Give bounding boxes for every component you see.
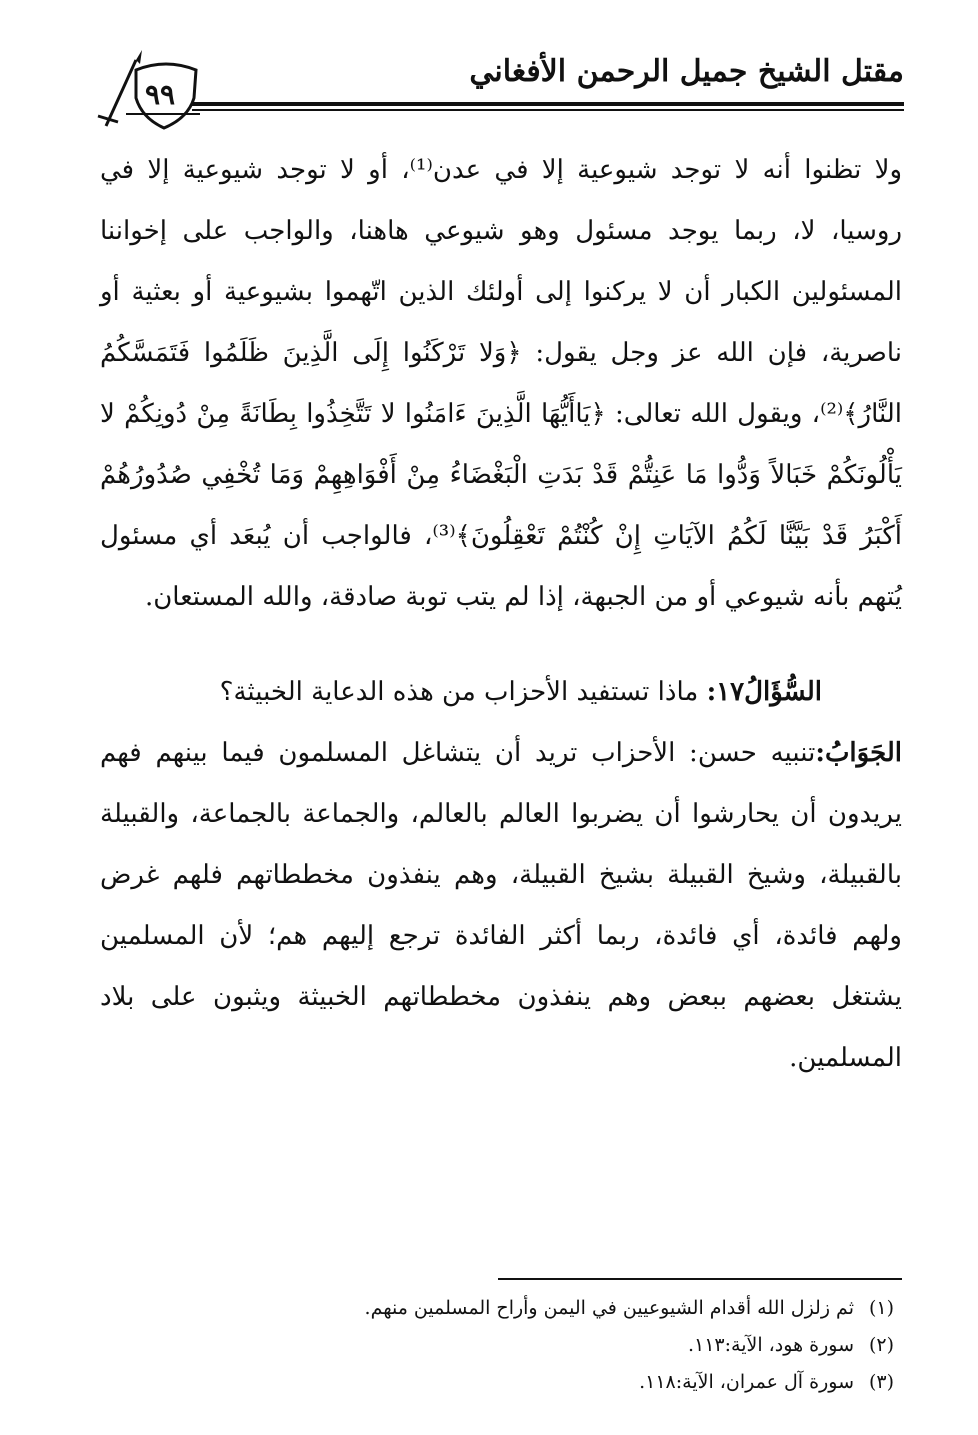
answer-label: الجَوَابُ: bbox=[815, 738, 903, 768]
question-text: ماذا تستفيد الأحزاب من هذه الدعاية الخبيثة؟ bbox=[219, 677, 707, 707]
footnote-item: (٢)سورة هود، الآية:١١٣. bbox=[687, 1334, 894, 1356]
page-header bbox=[96, 48, 904, 128]
answer-text: تنبيه حسن: الأحزاب تريد أن يتشاغل المسلمون فيما بينهم فهم يريدون أن يحارشوا أن يضربوا العالم بالعالم، والجماعة بالجماعة، والقبيلة بالقبيلة، وشيخ القبيلة بشيخ القبيلة، وهم ينفذون مخططاتهم فلهم غرض ولهم فائدة، أي فائدة، ربما أكثر الفائدة ترجع إليهم هم؛ لأن المسلمين يشتغل بعضهم ببعض وهم ينفذون مخططاتهم الخبيثة ويثبون على بلاد المسلمين. bbox=[100, 738, 902, 1073]
question-label: السُّؤَالُ١٧: bbox=[706, 677, 822, 707]
running-title: مقتل الشيخ جميل الرحمن الأفغاني bbox=[469, 54, 904, 89]
footnote-item: (١)ثم زلزل الله أقدام الشيوعيين في اليمن وأراح المسلمين منهم. bbox=[364, 1297, 894, 1319]
question-paragraph bbox=[100, 662, 902, 723]
body-paragraph: ولا تظنوا أنه لا توجد شيوعية إلا في عدن⁽¹⁾، أو لا توجد شيوعية إلا في روسيا، لا، ربما يوجد مسئول وهو شيوعي هاهنا، والواجب على إخواننا المسئولين الكبار أن لا يركنوا إلى أولئك الذين اتّهموا بشيوعية أو بعثية أو ناصرية، فإن الله عز وجل يقول: ﴿وَلا تَرْكَنُوا إِلَى الَّذِينَ ظَلَمُوا فَتَمَسَّكُمُ النَّارُ﴾⁽²⁾، ويقول الله تعالى: ﴿يَاأَيُّهَا الَّذِينَ ءَامَنُوا لا تَتَّخِذُوا بِطَانَةً مِنْ دُونِكُمْ لا يَأْلُونَكُمْ خَبَالاً وَدُّوا مَا عَنِتُّمْ قَدْ بَدَتِ الْبَغْضَاءُ مِنْ أَفْوَاهِهِمْ وَمَا تُخْفِي صُدُورُهُمْ أَكْبَرُ قَدْ بَيَّنَّا لَكُمُ الآيَاتِ إِنْ كُنْتُمْ تَعْقِلُونَ﴾⁽³⁾، فالواجب أن يُبعَد أي مسئول يُتهم بأنه شيوعي أو من الجبهة، إذا لم يتب توبة صادقة، والله المستعان. bbox=[100, 155, 903, 612]
header-rule bbox=[192, 102, 904, 106]
header-rule-thin bbox=[192, 109, 904, 111]
footnote-rule bbox=[498, 1278, 902, 1280]
answer-paragraph bbox=[100, 723, 902, 1089]
main-text bbox=[100, 140, 902, 1089]
page-number: ٩٩ bbox=[144, 78, 176, 111]
footnote-item: (٣)سورة آل عمران، الآية:١١٨. bbox=[639, 1371, 894, 1393]
